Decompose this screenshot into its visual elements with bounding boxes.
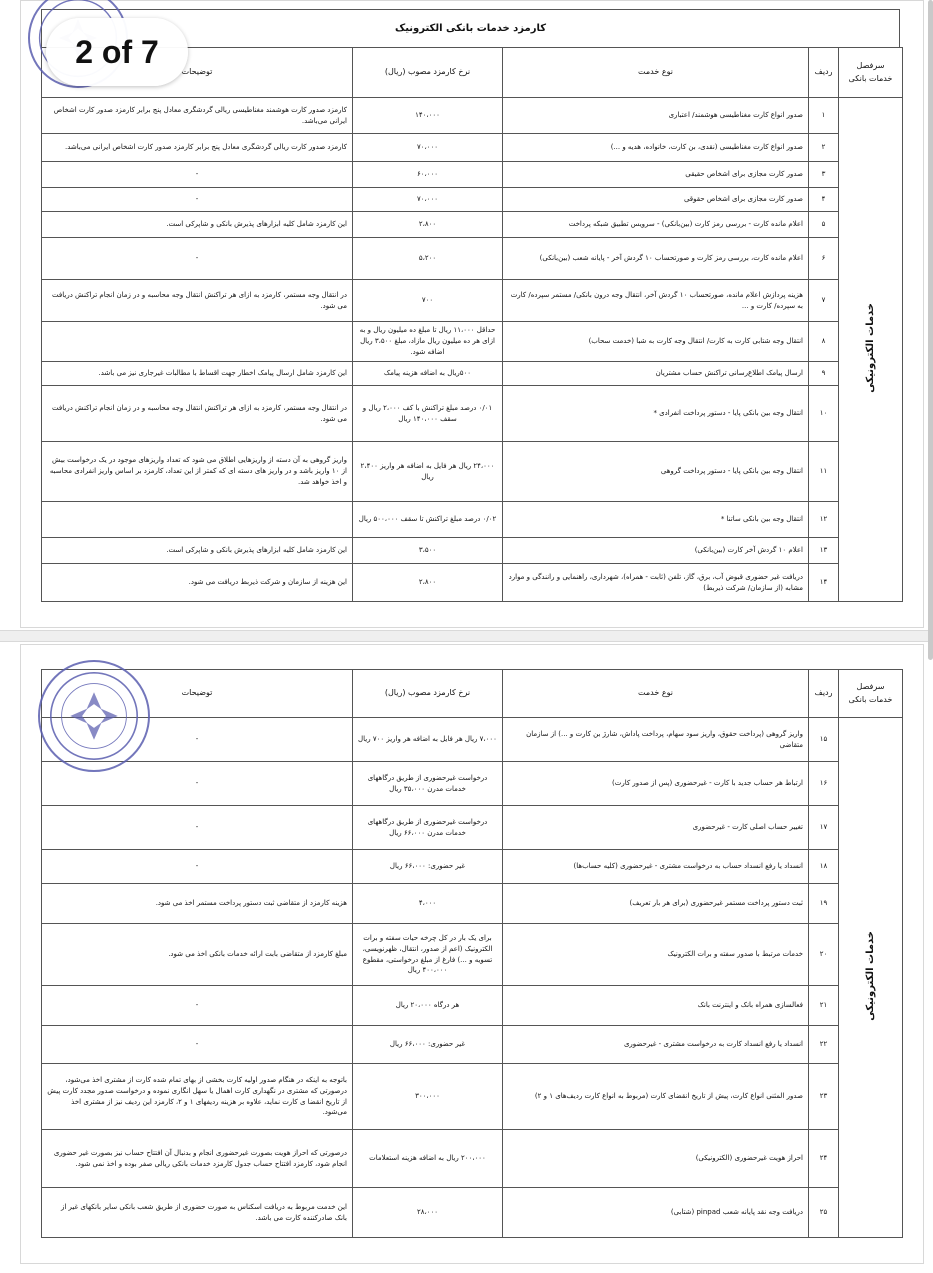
fee-amount: ۲،۸۰۰	[353, 212, 503, 238]
service-name: صدور کارت مجازی برای اشخاص حقوقی	[503, 188, 809, 212]
table-row	[42, 564, 903, 602]
fee-note: -	[42, 806, 353, 850]
table-row	[42, 362, 903, 386]
bank-seal-stamp	[38, 660, 150, 772]
category-label: خدمات الکترونیکی	[864, 930, 876, 1021]
fee-note: این کارمزد شامل ارسال پیامک اخطار جهت اقساط با مطالبات غیرجاری نیز می باشد.	[42, 362, 353, 386]
table-row	[42, 162, 903, 188]
table-row	[42, 386, 903, 442]
table-row	[42, 1064, 903, 1130]
service-name: ثبت دستور پرداخت مستمر غیرحضوری (برای هر بار تعریف)	[503, 884, 809, 924]
sheet-title: کارمزد خدمات بانکی الکترونیک	[41, 9, 900, 47]
table-row	[42, 1130, 903, 1188]
service-name: انسداد یا رفع انسداد کارت به درخواست مشتری - غیرحضوری	[503, 1026, 809, 1064]
row-number: ۵	[809, 212, 839, 238]
category-cell	[839, 718, 903, 1238]
service-name: صدور انواع کارت مغناطیسی هوشمند/ اعتباری	[503, 98, 809, 134]
fee-note: در انتقال وجه مستمر، کارمزد به ازای هر تراکنش انتقال وجه محاسبه و در زمان انجام تراکنش دریافت می شود.	[42, 386, 353, 442]
fee-amount: ۲۴،۰۰۰ ریال هر فایل به اضافه هر واریز ۲،۴۰۰ ریال	[353, 442, 503, 502]
fee-amount: هر درگاه ۲۰،۰۰۰ ریال	[353, 986, 503, 1026]
service-name: هزینه پردازش اعلام مانده، صورتحساب ۱۰ گردش آخر، انتقال وجه درون بانکی/ مستمر سپرده/ کارت به سپرده/ کارت و ...	[503, 280, 809, 322]
fee-note: درصورتی که احراز هویت بصورت غیرحضوری انجام و بدنبال آن افتتاح حساب نیز بصورت غیر حضوری انجام شود، کارمزد افتتاح حساب جدول کارمزد خدمات بانکی ریالی صفر بوده و اخذ نمی شود.	[42, 1130, 353, 1188]
fee-note: -	[42, 188, 353, 212]
row-number: ۱۲	[809, 502, 839, 538]
service-name: انتقال وجه بین بانکی پایا - دستور پرداخت گروهی	[503, 442, 809, 502]
service-name: دریافت وجه نقد پایانه شعب pinpad (شتابی)	[503, 1188, 809, 1238]
table-row	[42, 188, 903, 212]
fee-amount: برای یک بار در کل چرخه حیات سفته و برات الکترونیک (اعم از صدور، انتقال، ظهرنویسی، تسویه و ...) فارغ از مبلغ درخواستی، مقطوع ۴۰۰،۰۰۰ ریال	[353, 924, 503, 986]
table-row	[42, 238, 903, 280]
row-number: ۲۰	[809, 924, 839, 986]
fee-note	[42, 502, 353, 538]
document-page-lower	[20, 644, 924, 1264]
fee-amount: ۱۴۰،۰۰۰	[353, 98, 503, 134]
row-number: ۱۰	[809, 386, 839, 442]
seal-emblem-icon	[40, 662, 148, 770]
fee-amount: غیر حضوری: ۶۶،۰۰۰ ریال	[353, 850, 503, 884]
fee-note: این کارمزد شامل کلیه ابزارهای پذیرش بانکی و شاپرکی است.	[42, 538, 353, 564]
table-row	[42, 1188, 903, 1238]
row-number: ۲۲	[809, 1026, 839, 1064]
scrollbar-thumb[interactable]	[928, 0, 933, 660]
fee-amount: ۷۰۰	[353, 280, 503, 322]
service-name: اعلام ۱۰ گردش آخر کارت (بین‌بانکی)	[503, 538, 809, 564]
service-name: ارتباط هر حساب جدید با کارت - غیرحضوری (پس از صدور کارت)	[503, 762, 809, 806]
fee-amount: غیر حضوری: ۶۶،۰۰۰ ریال	[353, 1026, 503, 1064]
fee-note: هزینه کارمزد از متقاضی ثبت دستور پرداخت مستمر اخذ می شود.	[42, 884, 353, 924]
row-number: ۱۳	[809, 538, 839, 564]
fee-note: این خدمت مربوط به دریافت اسکناس به صورت حضوری از طریق شعب بانکی سایر بانکهای غیر از بانک صادرکننده کارت می باشد.	[42, 1188, 353, 1238]
fee-note	[42, 322, 353, 362]
fee-amount: ۰/۰۲ درصد مبلغ تراکنش تا سقف ۵۰۰،۰۰۰ ریال	[353, 502, 503, 538]
row-number: ۸	[809, 322, 839, 362]
fee-note: -	[42, 718, 353, 762]
service-name: احراز هویت غیرحضوری (الکترونیکی)	[503, 1130, 809, 1188]
service-name: دریافت غیر حضوری قبوض آب، برق، گاز، تلفن (ثابت - همراه)، شهرداری، راهنمایی و رانندگی و موارد مشابه (از سازمان/ شرکت ذیربط)	[503, 564, 809, 602]
service-name: فعالسازی همراه بانک و اینترنت بانک	[503, 986, 809, 1026]
fee-amount: ۷۰،۰۰۰	[353, 134, 503, 162]
service-name: انتقال وجه شتابی کارت به کارت/ انتقال وجه کارت به شبا (خدمت سحاب)	[503, 322, 809, 362]
service-name: انتقال وجه بین بانکی ساتنا *	[503, 502, 809, 538]
fee-amount: ۴،۰۰۰	[353, 884, 503, 924]
fee-amount: ۷،۰۰۰ ریال هر فایل به اضافه هر واریز ۷۰۰ ریال	[353, 718, 503, 762]
table-row	[42, 322, 903, 362]
fee-amount: درخواست غیرحضوری از طریق درگاههای خدمات مدرن ۶۶،۰۰۰ ریال	[353, 806, 503, 850]
fee-amount: ۵،۲۰۰	[353, 238, 503, 280]
table-row	[42, 134, 903, 162]
fee-amount: ۷۰،۰۰۰	[353, 188, 503, 212]
fee-note: این کارمزد شامل کلیه ابزارهای پذیرش بانکی و شاپرکی است.	[42, 212, 353, 238]
row-number: ۲۵	[809, 1188, 839, 1238]
row-number: ۱	[809, 98, 839, 134]
header-notes: توضیحات	[42, 670, 353, 718]
fee-note: -	[42, 762, 353, 806]
table-row	[42, 212, 903, 238]
table-row	[42, 718, 903, 762]
header-category: سرفصل خدمات بانکی	[839, 670, 903, 718]
header-notes: توضیحات	[42, 48, 353, 98]
row-number: ۲۴	[809, 1130, 839, 1188]
header-row: ردیف	[809, 48, 839, 98]
header-fee: نرخ کارمزد مصوب (ریال)	[353, 48, 503, 98]
fee-amount: ۲۸،۰۰۰	[353, 1188, 503, 1238]
fee-amount: ۵۰۰ریال به اضافه هزینه پیامک	[353, 362, 503, 386]
fee-note: -	[42, 1026, 353, 1064]
table-row	[42, 924, 903, 986]
table-row	[42, 762, 903, 806]
fee-note: باتوجه به اینکه در هنگام صدور اولیه کارت بخشی از بهای تمام شده کارت از مشتری اخذ می‌شود، درصورتی که مشتری در نگهداری کارت اهمال یا سهل انگاری نموده و درخواست صدور مجدد کارت پیش از تاریخ انقضا ی کارت نماید، علاوه بر هزینه ردیفهای ۱ و ۲، کارمزد این ردیف نیز از مشتری اخذ می‌شود.	[42, 1064, 353, 1130]
fee-note: کارمزد صدور کارت ریالی گردشگری معادل پنج برابر کارمزد صدور کارت اشخاص ایرانی می‌باشد.	[42, 134, 353, 162]
row-number: ۱۱	[809, 442, 839, 502]
table-row	[42, 280, 903, 322]
service-name: خدمات مرتبط با صدور سفته و برات الکترونیک	[503, 924, 809, 986]
row-number: ۴	[809, 188, 839, 212]
page-indicator: 2 of 7	[46, 18, 188, 86]
table-row	[42, 884, 903, 924]
row-number: ۱۹	[809, 884, 839, 924]
header-category: سرفصل خدمات بانکی	[839, 48, 903, 98]
page-gap	[0, 630, 933, 642]
service-name: تغییر حساب اصلی کارت - غیرحضوری	[503, 806, 809, 850]
fee-amount: ۳،۵۰۰	[353, 538, 503, 564]
table-row	[42, 98, 903, 134]
header-service: نوع خدمت	[503, 670, 809, 718]
fee-note: کارمزد صدور کارت هوشمند مغناطیسی ریالی گردشگری معادل پنج برابر کارمزد صدور کارت اشخاص ایرانی می‌باشد.	[42, 98, 353, 134]
row-number: ۶	[809, 238, 839, 280]
fee-note: مبلغ کارمزد از متقاضی بابت ارائه خدمات بانکی اخذ می شود.	[42, 924, 353, 986]
row-number: ۱۶	[809, 762, 839, 806]
category-cell	[839, 98, 903, 602]
fee-note: این هزینه از سازمان و شرکت ذیربط دریافت می شود.	[42, 564, 353, 602]
fee-note: -	[42, 238, 353, 280]
table-row	[42, 1026, 903, 1064]
fee-note: -	[42, 850, 353, 884]
fee-table-lower	[41, 669, 903, 1238]
table-row	[42, 538, 903, 564]
fee-amount: درخواست غیرحضوری از طریق درگاههای خدمات مدرن ۳۵،۰۰۰ ریال	[353, 762, 503, 806]
fee-note: واریز گروهی به آن دسته از واریزهایی اطلاق می شود که تعداد واریزهای موجود در یک درخواست بیش از ۱۰ واریز باشد و در واریز های دسته ای که کمتر از این تعداد، کارمزد بر اساس واریز انفرادی محاسبه و اخذ خواهد شد.	[42, 442, 353, 502]
table-row	[42, 442, 903, 502]
row-number: ۲۱	[809, 986, 839, 1026]
fee-amount: ۰/۰۱ درصد مبلغ تراکنش با کف ۲،۰۰۰ ریال و سقف ۱۴۰،۰۰۰ ریال	[353, 386, 503, 442]
row-number: ۷	[809, 280, 839, 322]
document-page-upper	[20, 0, 924, 628]
service-name: اعلام مانده کارت، بررسی رمز کارت و صورتحساب ۱۰ گردش آخر - پایانه شعب (بین‌بانکی)	[503, 238, 809, 280]
service-name: انسداد یا رفع انسداد حساب به درخواست مشتری - غیرحضوری (کلیه حساب‌ها)	[503, 850, 809, 884]
row-number: ۱۴	[809, 564, 839, 602]
fee-note: -	[42, 162, 353, 188]
table-row	[42, 850, 903, 884]
fee-amount: ۶۰،۰۰۰	[353, 162, 503, 188]
fee-amount: ۲،۸۰۰	[353, 564, 503, 602]
row-number: ۱۸	[809, 850, 839, 884]
row-number: ۲	[809, 134, 839, 162]
category-label: خدمات الکترونیکی	[864, 302, 876, 393]
service-name: صدور انواع کارت مغناطیسی (نقدی، بن کارت، خانواده، هدیه و ...)	[503, 134, 809, 162]
service-name: صدور کارت مجازی برای اشخاص حقیقی	[503, 162, 809, 188]
header-service: نوع خدمت	[503, 48, 809, 98]
fee-note: در انتقال وجه مستمر، کارمزد به ازای هر تراکنش انتقال وجه محاسبه و در زمان انجام تراکنش دریافت می شود.	[42, 280, 353, 322]
fee-amount: ۲۰۰،۰۰۰ ریال به اضافه هزینه استعلامات	[353, 1130, 503, 1188]
row-number: ۱۷	[809, 806, 839, 850]
row-number: ۲۳	[809, 1064, 839, 1130]
row-number: ۹	[809, 362, 839, 386]
row-number: ۱۵	[809, 718, 839, 762]
service-name: صدور المثنی انواع کارت، پیش از تاریخ انقضای کارت (مربوط به انواع کارت ردیف‌های ۱ و ۲)	[503, 1064, 809, 1130]
fee-amount: حداقل ۱۱،۰۰۰ ریال تا مبلغ ده میلیون ریال و به ازای هر ده میلیون ریال مازاد، مبلغ ۳،۵۰۰ ریال اضافه شود.	[353, 322, 503, 362]
fee-note: -	[42, 986, 353, 1026]
service-name: اعلام مانده کارت - بررسی رمز کارت (بین‌بانکی) - سرویس تطبیق شبکه پرداخت	[503, 212, 809, 238]
table-row	[42, 806, 903, 850]
table-row	[42, 986, 903, 1026]
service-name: واریز گروهی (پرداخت حقوق، واریز سود سهام، پرداخت پاداش، شارژ بن کارت و ...) از سازمان متقاضی	[503, 718, 809, 762]
table-row	[42, 502, 903, 538]
service-name: انتقال وجه بین بانکی پایا - دستور پرداخت انفرادی *	[503, 386, 809, 442]
header-fee: نرخ کارمزد مصوب (ریال)	[353, 670, 503, 718]
header-row: ردیف	[809, 670, 839, 718]
fee-table-upper	[41, 47, 903, 602]
row-number: ۳	[809, 162, 839, 188]
service-name: ارسال پیامک اطلاع‌رسانی تراکنش حساب مشتریان	[503, 362, 809, 386]
fee-amount: ۳۰۰،۰۰۰	[353, 1064, 503, 1130]
